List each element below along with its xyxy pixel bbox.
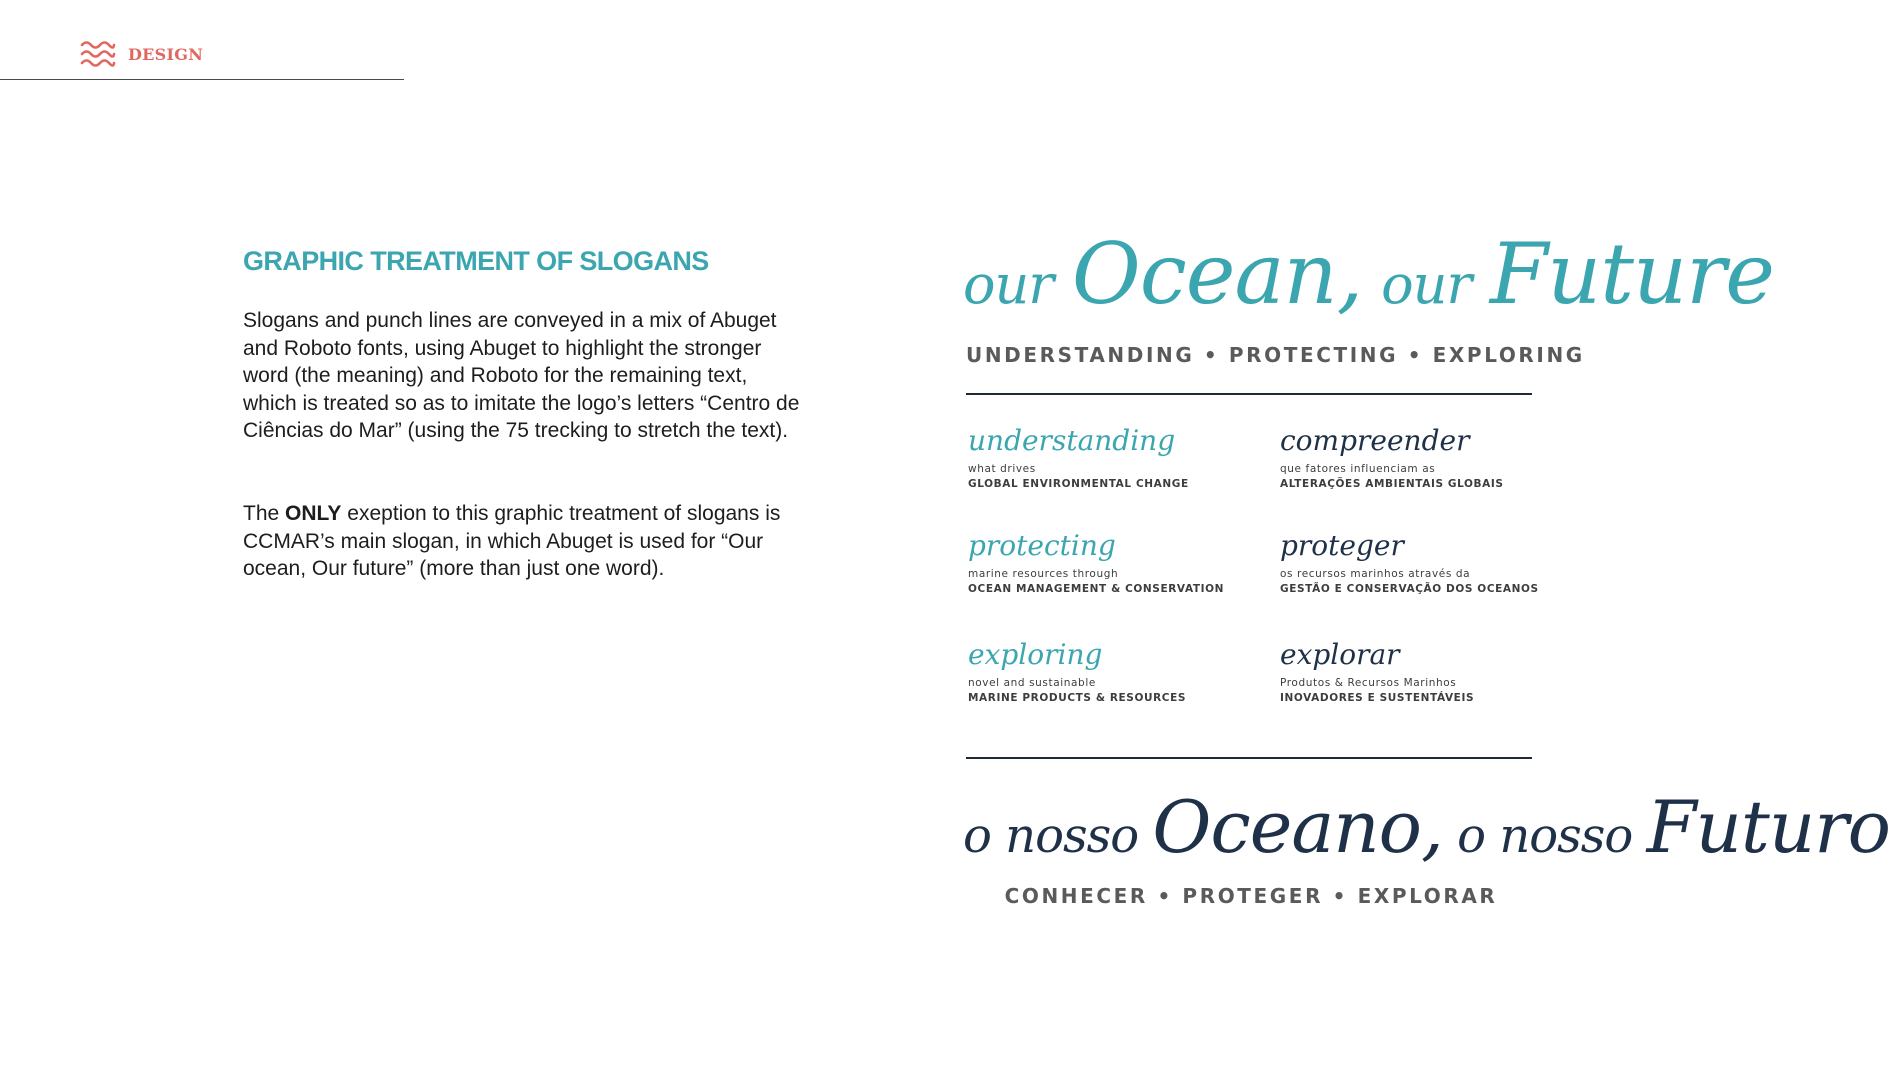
word-desc-line1: os recursos marinhos através da bbox=[1280, 568, 1471, 580]
tagline-portuguese: CONHECER • PROTEGER • EXPLORAR bbox=[1004, 884, 1498, 908]
slogan-pt-word-2: Oceano, bbox=[1152, 785, 1443, 869]
tagline-english: UNDERSTANDING • PROTECTING • EXPLORING bbox=[966, 343, 1585, 367]
word-script: exploring bbox=[968, 638, 1103, 671]
word-desc-line2: INOVADORES E SUSTENTÁVEIS bbox=[1280, 691, 1475, 704]
word-desc-line2: ALTERAÇÕES AMBIENTAIS GLOBAIS bbox=[1280, 477, 1504, 490]
divider-top bbox=[966, 393, 1532, 395]
word-desc-line1: what drives bbox=[968, 463, 1036, 475]
slogan-pt-word-4: Futuro bbox=[1646, 785, 1890, 869]
word-block-proteger bbox=[1280, 527, 1539, 596]
slogan-pt-word-3: o nosso bbox=[1457, 808, 1633, 864]
word-desc-line1: Produtos & Recursos Marinhos bbox=[1280, 677, 1457, 689]
word-script: explorar bbox=[1280, 638, 1400, 671]
section-header bbox=[80, 38, 203, 70]
slogan-en-word-3: our bbox=[1381, 253, 1472, 316]
slogan-english bbox=[963, 225, 1774, 335]
word-desc-line2: MARINE PRODUCTS & RESOURCES bbox=[968, 691, 1187, 704]
section-label: DESIGN bbox=[128, 44, 204, 64]
word-desc-line1: que fatores influenciam as bbox=[1280, 463, 1436, 475]
word-block-understanding bbox=[968, 422, 1189, 491]
word-block-compreender bbox=[1280, 422, 1504, 491]
page-title: GRAPHIC TREATMENT OF SLOGANS bbox=[243, 246, 709, 276]
paragraph-2-lead: The bbox=[243, 502, 286, 525]
paragraph-2-emphasis: ONLY bbox=[285, 502, 342, 525]
word-script: proteger bbox=[1280, 529, 1404, 562]
divider-bottom bbox=[966, 757, 1532, 759]
slogan-en-word-4: Future bbox=[1489, 225, 1774, 323]
waves-icon bbox=[80, 40, 116, 68]
slogan-en-word-2: Ocean, bbox=[1071, 225, 1363, 323]
word-desc-line2: GESTÃO E CONSERVAÇÃO DOS OCEANOS bbox=[1280, 582, 1539, 595]
word-script: understanding bbox=[968, 424, 1176, 457]
header-divider bbox=[0, 79, 404, 80]
body-paragraph-2 bbox=[243, 500, 803, 583]
word-block-protecting bbox=[968, 527, 1224, 596]
paragraph-2-rest: exeption to this graphic treatment of slogans is CCMAR’s main slogan, in which Abuget is used for “Our ocean, Our future” (more than just one word). bbox=[243, 502, 781, 580]
slogan-en-word-1: our bbox=[963, 253, 1054, 316]
word-script: compreender bbox=[1280, 424, 1470, 457]
slogan-pt-word-1: o nosso bbox=[963, 808, 1139, 864]
word-desc-line1: marine resources through bbox=[968, 568, 1119, 580]
word-desc-line2: OCEAN MANAGEMENT & CONSERVATION bbox=[968, 582, 1225, 595]
word-desc-line1: novel and sustainable bbox=[968, 677, 1096, 689]
slogan-portuguese bbox=[963, 785, 1890, 880]
word-block-exploring bbox=[968, 636, 1186, 705]
word-block-explorar bbox=[1280, 636, 1474, 705]
word-script: protecting bbox=[968, 529, 1116, 562]
body-paragraph-1: Slogans and punch lines are conveyed in a mix of Abuget and Roboto fonts, using Abuget to highlight the stronger word (the meaning) and Roboto for the remaining text, which is treated so as to imitate the logo’s letters “Centro de Ciências do Mar” (using the 75 trecking to stretch the text). bbox=[243, 309, 800, 442]
word-desc-line2: GLOBAL ENVIRONMENTAL CHANGE bbox=[968, 477, 1189, 490]
